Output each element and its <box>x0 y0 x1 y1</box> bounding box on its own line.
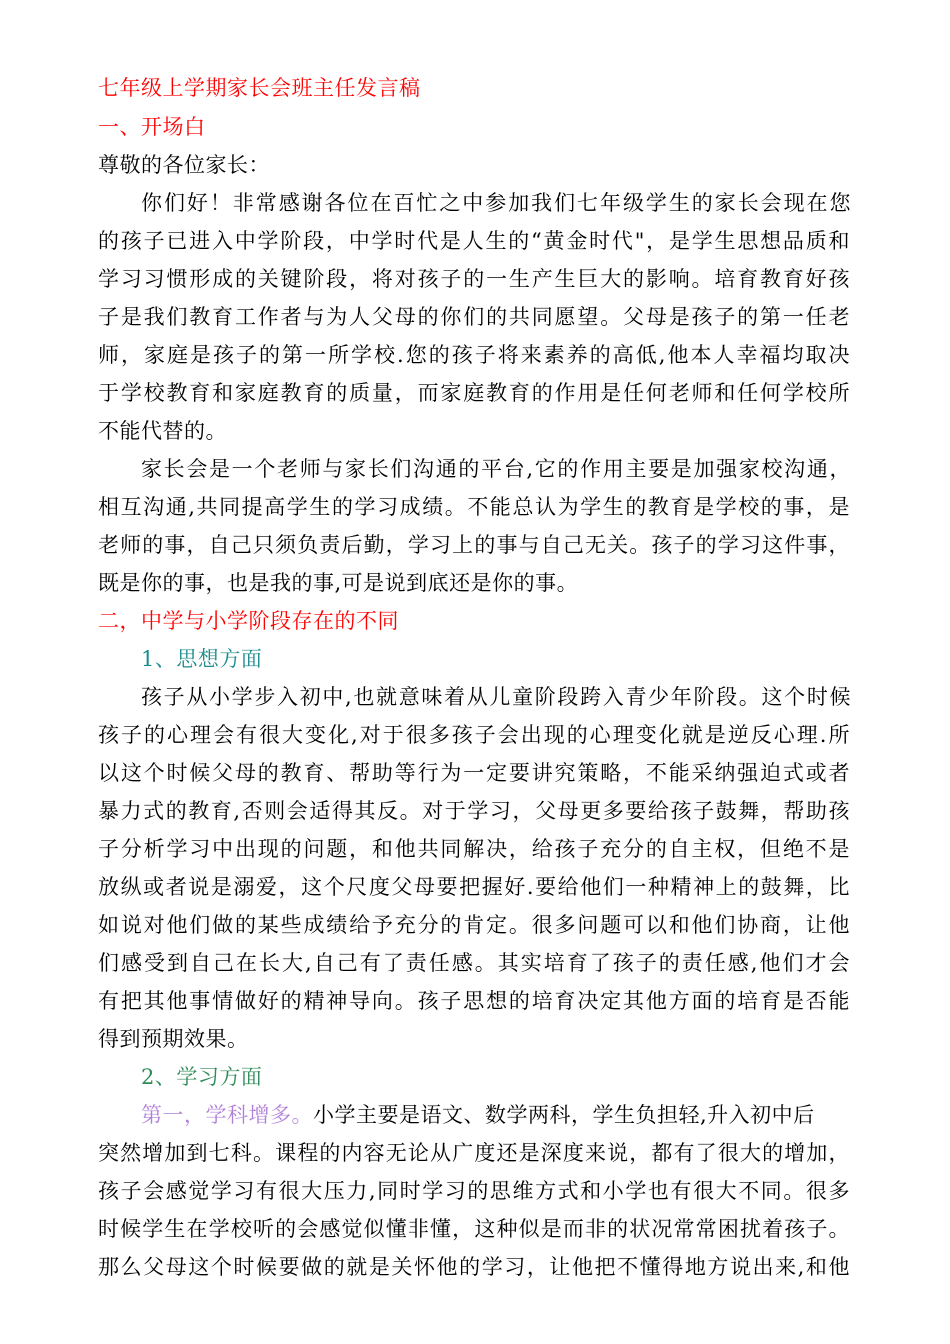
paragraph-line: 以这个时候父母的教育、帮助等行为一定要讲究策略，不能采纳强迫式或者 <box>98 761 850 785</box>
paragraph-line: 如说对他们做的某些成绩给予充分的肯定。很多问题可以和他们协商，让他 <box>98 913 850 937</box>
paragraph-line: 于学校教育和家庭教育的质量，而家庭教育的作用是任何老师和任何学校所 <box>98 381 850 405</box>
paragraph-line: 师，家庭是孩子的第一所学校.您的孩子将来素养的高低,他本人幸福均取决 <box>98 343 850 367</box>
salutation: 尊敬的各位家长： <box>98 153 270 177</box>
paragraph-line-rest: 小学主要是语文、数学两科，学生负担轻,升入初中后 <box>313 1103 815 1127</box>
paragraph-first-line <box>141 1102 815 1128</box>
paragraph-line: 那么父母这个时候要做的就是关怀他的学习，让他把不懂得地方说出来,和他 <box>98 1255 850 1279</box>
paragraph-line: 子是我们教育工作者与为人父母的你们的共同愿望。父母是孩子的第一任老 <box>98 305 850 329</box>
paragraph-line: 相互沟通,共同提高学生的学习成绩。不能总认为学生的教育是学校的事，是 <box>98 495 850 519</box>
paragraph-line: 孩子从小学步入初中,也就意味着从儿童阶段跨入青少年阶段。这个时候 <box>141 685 851 709</box>
paragraph-line: 老师的事，自己只须负责后勤，学习上的事与自己无关。孩子的学习这件事， <box>98 533 850 557</box>
section-heading-opening: 一、开场白 <box>98 115 206 139</box>
paragraph-line: 家长会是一个老师与家长们沟通的平台,它的作用主要是加强家校沟通， <box>141 457 851 481</box>
point-lead: 第一，学科增多。 <box>141 1103 313 1127</box>
paragraph-line: 突然增加到七科。课程的内容无论从广度还是深度来说，都有了很大的增加， <box>98 1141 850 1165</box>
paragraph-line: 的孩子已进入中学阶段，中学时代是人生的“黄金时代"，是学生思想品质和 <box>98 229 850 253</box>
paragraph-line: 们感受到自己在长大,自己有了责任感。其实培育了孩子的责任感,他们才会 <box>98 951 850 975</box>
paragraph-line: 时候学生在学校听的会感觉似懂非懂，这种似是而非的状况常常困扰着孩子。 <box>98 1217 850 1241</box>
section-heading-differences: 二，中学与小学阶段存在的不同 <box>98 609 399 633</box>
paragraph-line: 孩子会感觉学习有很大压力,同时学习的思维方式和小学也有很大不同。很多 <box>98 1179 850 1203</box>
paragraph-line: 有把其他事情做好的精神导向。孩子思想的培育决定其他方面的培育是否能 <box>98 989 850 1013</box>
subheading-study: 2、学习方面 <box>141 1065 263 1089</box>
paragraph-line: 暴力式的教育,否则会适得其反。对于学习，父母更多要给孩子鼓舞，帮助孩 <box>98 799 850 823</box>
paragraph-line: 得到预期效果。 <box>98 1027 249 1051</box>
paragraph-line: 子分析学习中出现的问题，和他共同解决，给孩子充分的自主权，但绝不是 <box>98 837 850 861</box>
paragraph-line: 孩子的心理会有很大变化,对于很多孩子会出现的心理变化就是逆反心理.所 <box>98 723 850 747</box>
paragraph-line: 既是你的事，也是我的事,可是说到底还是你的事。 <box>98 571 579 595</box>
paragraph-line: 学习习惯形成的关键阶段，将对孩子的一生产生巨大的影响。培育教育好孩 <box>98 267 850 291</box>
subheading-thinking: 1、思想方面 <box>141 647 263 671</box>
document-title: 七年级上学期家长会班主任发言稿 <box>98 76 421 100</box>
paragraph-line: 放纵或者说是溺爱，这个尺度父母要把握好.要给他们一种精神上的鼓舞，比 <box>98 875 850 899</box>
paragraph-line: 不能代替的。 <box>98 419 227 443</box>
paragraph-line: 你们好！非常感谢各位在百忙之中参加我们七年级学生的家长会现在您 <box>141 191 851 215</box>
